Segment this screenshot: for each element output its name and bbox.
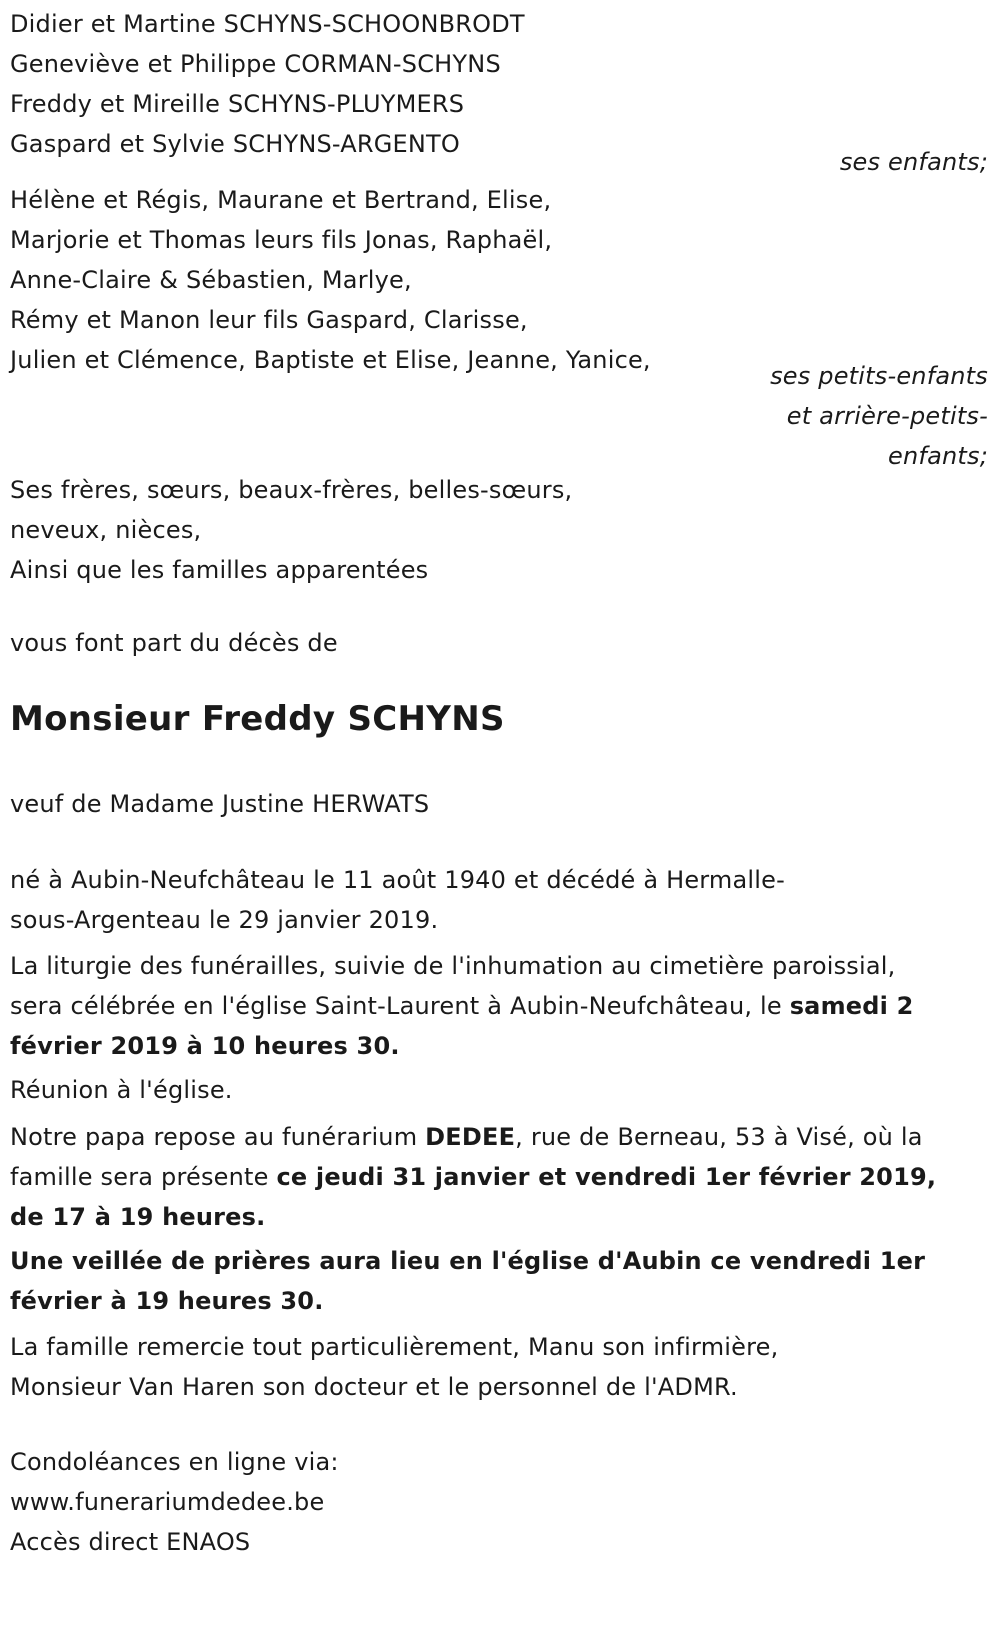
children-line: Geneviève et Philippe CORMAN-SCHYNS <box>10 50 501 78</box>
vigil-paragraph <box>10 1241 985 1321</box>
grandchildren-line: Julien et Clémence, Baptiste et Elise, Jeanne, Yanice, <box>10 346 651 374</box>
deceased-name: Monsieur Freddy SCHYNS <box>10 699 505 739</box>
siblings-line: Ainsi que les familles apparentées <box>10 556 429 584</box>
viewing-line <box>10 1157 985 1197</box>
viewing-text: famille sera présente <box>10 1163 277 1191</box>
children-block <box>10 4 525 164</box>
grandchildren-role-line: et arrière-petits- <box>786 402 988 430</box>
grandchildren-block <box>10 180 651 380</box>
condolences-block <box>10 1442 339 1562</box>
birth-death-line: sous-Argenteau le 29 janvier 2019. <box>10 906 439 934</box>
thanks-line: La famille remercie tout particulièrement, Manu son infirmière, <box>10 1333 779 1361</box>
funerarium-name: DEDEE <box>425 1123 516 1151</box>
announcement: vous font part du décès de <box>10 629 338 657</box>
birth-death <box>10 860 785 940</box>
condolences-url[interactable]: www.funerariumdedee.be <box>10 1488 325 1516</box>
widower-line: veuf de Madame Justine HERWATS <box>10 790 430 818</box>
condolences-label: Condoléances en ligne via: <box>10 1448 339 1476</box>
grandchildren-role-line: ses petits-enfants <box>770 362 988 390</box>
viewing-paragraph <box>10 1117 985 1237</box>
grandchildren-line: Marjorie et Thomas leurs fils Jonas, Raphaël, <box>10 226 553 254</box>
birth-death-line: né à Aubin-Neufchâteau le 11 août 1940 et décédé à Hermalle- <box>10 866 785 894</box>
viewing-dates: ce jeudi 31 janvier et vendredi 1er février 2019, <box>276 1163 937 1191</box>
viewing-line <box>10 1117 985 1157</box>
liturgy-date: samedi 2 <box>789 992 914 1020</box>
reunion-line: Réunion à l'église. <box>10 1076 233 1104</box>
thanks-paragraph <box>10 1327 985 1407</box>
viewing-text: Notre papa repose au funérarium <box>10 1123 426 1151</box>
viewing-address: , rue de Berneau, 53 à Visé, où la <box>515 1123 923 1151</box>
grandchildren-role-line: enfants; <box>888 442 988 470</box>
siblings-line: Ses frères, sœurs, beaux-frères, belles-sœurs, <box>10 476 573 504</box>
children-line: Freddy et Mireille SCHYNS-PLUYMERS <box>10 90 465 118</box>
condolences-access: Accès direct ENAOS <box>10 1528 251 1556</box>
liturgy-date-time: février 2019 à 10 heures 30. <box>10 1032 400 1060</box>
children-line: Gaspard et Sylvie SCHYNS-ARGENTO <box>10 130 461 158</box>
children-role: ses enfants; <box>839 148 988 176</box>
liturgy-line <box>10 986 985 1026</box>
grandchildren-line: Rémy et Manon leur fils Gaspard, Clarisse, <box>10 306 528 334</box>
liturgy-text: sera célébrée en l'église Saint-Laurent à Aubin-Neufchâteau, le <box>10 992 790 1020</box>
grandchildren-line: Hélène et Régis, Maurane et Bertrand, Elise, <box>10 186 552 214</box>
vigil-line: février à 19 heures 30. <box>10 1287 324 1315</box>
liturgy-paragraph <box>10 946 985 1066</box>
thanks-line: Monsieur Van Haren son docteur et le personnel de l'ADMR. <box>10 1373 738 1401</box>
grandchildren-line: Anne-Claire & Sébastien, Marlye, <box>10 266 412 294</box>
viewing-hours: de 17 à 19 heures. <box>10 1203 266 1231</box>
siblings-line: neveux, nièces, <box>10 516 202 544</box>
siblings-block <box>10 470 572 590</box>
liturgy-line: La liturgie des funérailles, suivie de l'inhumation au cimetière paroissial, <box>10 952 896 980</box>
children-line: Didier et Martine SCHYNS-SCHOONBRODT <box>10 10 525 38</box>
grandchildren-role <box>770 356 988 476</box>
vigil-line: Une veillée de prières aura lieu en l'église d'Aubin ce vendredi 1er <box>10 1247 926 1275</box>
